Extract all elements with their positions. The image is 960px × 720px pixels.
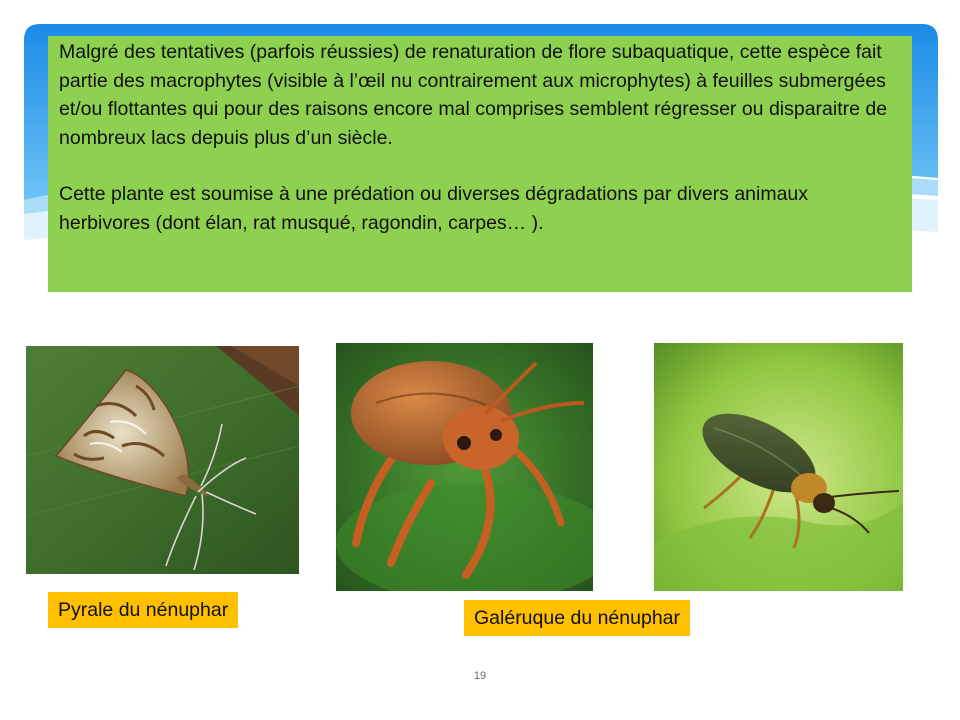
paragraph-macrophytes: Malgré des tentatives (parfois réussies) de renaturation de flore subaquatique, cette espèce fait partie des macrophytes (visible à l’œil nu contrairement aux microphytes) à feuilles submergées et/ou flottantes qui pour des raisons encore mal comprises semblent régresser ou disparaitre de nombreux lacs depuis plus d’un siècle. xyxy=(59,41,888,149)
green-beetle-photo xyxy=(654,343,903,591)
orange-beetle-photo xyxy=(336,343,593,591)
page-number: 19 xyxy=(473,670,487,682)
description-text-box xyxy=(48,36,912,292)
paragraph-predation: Cette plante est soumise à une prédation ou diverses dégradations par divers animaux herbivores (dont élan, rat musqué, ragondin, carpes… ). xyxy=(59,183,809,234)
moth-photo xyxy=(26,346,299,574)
caption-water-lily-moth: Pyrale du nénuphar xyxy=(48,592,238,628)
caption-water-lily-leaf-beetle: Galéruque du nénuphar xyxy=(464,600,690,636)
